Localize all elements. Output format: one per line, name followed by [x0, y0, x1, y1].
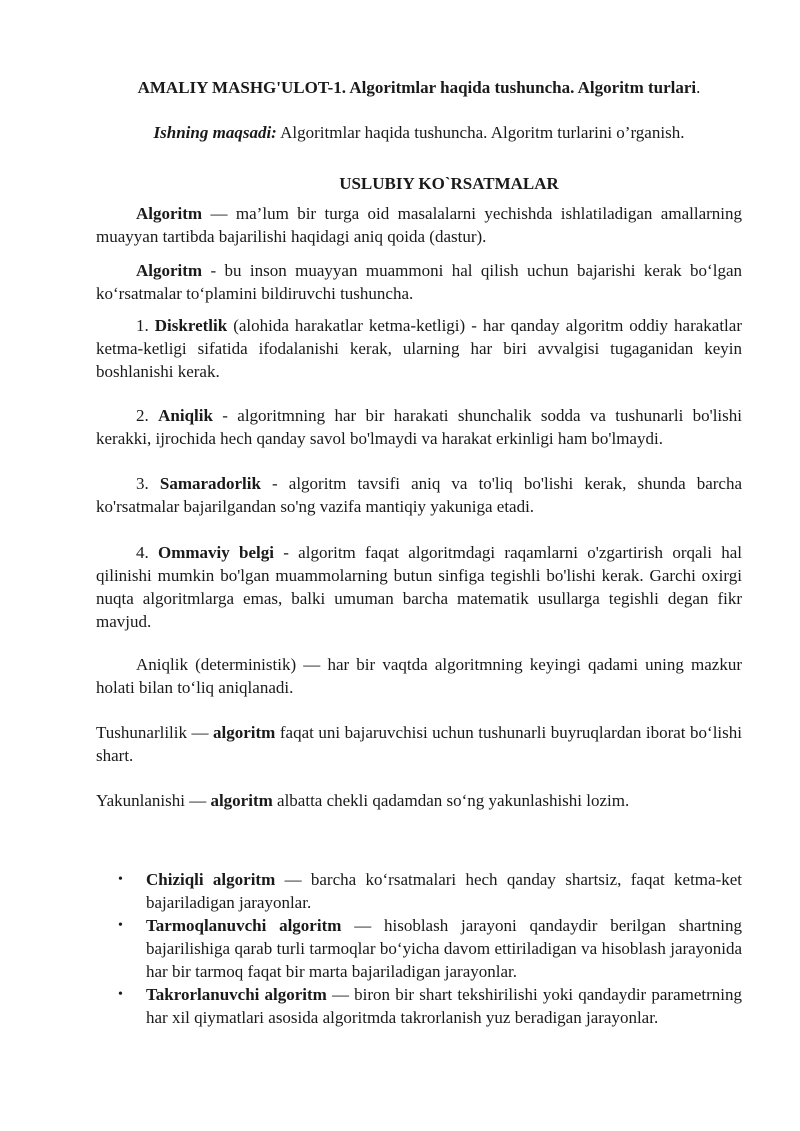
algorithm-types-list — [96, 868, 742, 1029]
term: Algoritm — [136, 261, 203, 280]
paragraph-text: — ma’lum bir turga oid masalalarni yechishda ishlatiladigan amallarning muayyan tartibda bajarilishi haqidagi aniq qoida (dastur). — [96, 204, 742, 246]
paragraph-determinism — [96, 653, 742, 699]
paragraph-mass-character — [96, 541, 742, 633]
term: Algoritm — [136, 204, 203, 223]
list-item — [96, 868, 742, 914]
paragraph-understandability — [96, 721, 742, 767]
title-end: . — [696, 78, 701, 97]
goal-label: Ishning maqsadi: — [153, 123, 277, 142]
paragraph-algorithm-definition — [96, 202, 742, 248]
paragraph-text: - bu inson muayyan muammoni hal qilish uchun bajarishi kerak boʻlgan koʻrsatmalar toʻplamini bildiruvchi tushuncha. — [96, 261, 742, 303]
list-item-text: — barcha koʻrsatmalari hech qanday shartsiz, faqat ketma-ket bajariladigan jarayonlar. — [146, 870, 742, 912]
term: Ommaviy belgi — [158, 543, 274, 562]
paragraph-finiteness — [96, 789, 742, 812]
paragraph-prefix: Yakunlanishi — — [96, 791, 211, 810]
goal-text: Algoritmlar haqida tushuncha. Algoritm turlarini o’rganish. — [276, 123, 685, 142]
paragraph-effectiveness — [96, 472, 742, 518]
term: Chiziqli algoritm — [146, 870, 276, 889]
paragraph-text: faqat uni bajaruvchisi uchun tushunarli buyruqlardan iborat boʻlishi shart. — [96, 723, 742, 765]
bullet-icon: • — [118, 918, 123, 933]
term: Samaradorlik — [159, 474, 261, 493]
term: Takrorlanuvchi algoritm — [146, 985, 327, 1004]
term: Diskretlik — [154, 316, 228, 335]
paragraph-text: - algoritm faqat algoritmdagi raqamlarni o'zgartirish orqali hal qilinishi mumkin bo'lgan muammolarning butun sinfiga tegishli bo'lishi kerak. Garchi oxirgi nuqta algoritmlarga emas, balki umuman barcha matematik usullarga tegishli degan fikr mavjud. — [96, 543, 743, 631]
term: Tarmoqlanuvchi algoritm — [146, 916, 342, 935]
bullet-icon: • — [118, 872, 123, 887]
paragraph-prefix: Tushunarlilik — — [96, 723, 214, 742]
paragraph-algorithm-concept — [96, 259, 742, 305]
paragraph-text: - algoritmning har bir harakati shunchalik sodda va tushunarli bo'lishi kerakki, ijrochida hech qanday savol bo'lmaydi va harakat erkinligi ham bo'lmaydi. — [96, 406, 742, 448]
list-item — [96, 914, 742, 983]
item-number: 3. — [136, 474, 160, 493]
paragraph-precision — [96, 404, 742, 450]
document-title — [96, 76, 742, 99]
bullet-icon: • — [118, 987, 123, 1002]
goal-line — [96, 121, 742, 144]
paragraph-text: - algoritm tavsifi aniq va to'liq bo'lishi kerak, shunda barcha ko'rsatmalar bajarilgandan so'ng vazifa mantiqiy yakuniga etadi. — [96, 474, 743, 516]
list-item-text: — biron bir shart tekshirilishi yoki qandaydir parametrning har xil qiymatlari asosida algoritmda takrorlanish yuz beradigan jarayonlar. — [146, 985, 742, 1027]
title-text: AMALIY MASHG'ULOT-1. Algoritmlar haqida tushuncha. Algoritm turlari — [137, 78, 697, 97]
item-number: 4. — [136, 543, 159, 562]
term: algoritm — [210, 791, 273, 810]
list-item — [96, 983, 742, 1029]
term: Aniqlik — [158, 406, 213, 425]
paragraph-text: (alohida harakatlar ketma-ketligi) - har qanday algoritm oddiy harakatlar ketma-ketligi sifatida ifodalanishi kerak, ularning har biri avvalgisi tugaganidan keyin boshlanishi kerak. — [96, 316, 742, 381]
section-heading: USLUBIY KO`RSATMALAR — [339, 174, 559, 193]
item-number: 1. — [136, 316, 155, 335]
item-number: 2. — [136, 406, 159, 425]
paragraph-text: albatta chekli qadamdan soʻng yakunlashishi lozim. — [272, 791, 630, 810]
paragraph-discreteness — [96, 314, 742, 383]
paragraph-text: Aniqlik (deterministik) — har bir vaqtda algoritmning keyingi qadami uning mazkur holati bilan toʻliq aniqlanadi. — [96, 655, 742, 697]
term: algoritm — [213, 723, 276, 742]
list-item-text: — hisoblash jarayoni qandaydir berilgan shartning bajarilishiga qarab turli tarmoqlar boʻyicha davom ettiriladigan va hisoblash jarayonida har bir tarmoq faqat bir marta bajariladigan jarayonlar. — [146, 916, 742, 981]
